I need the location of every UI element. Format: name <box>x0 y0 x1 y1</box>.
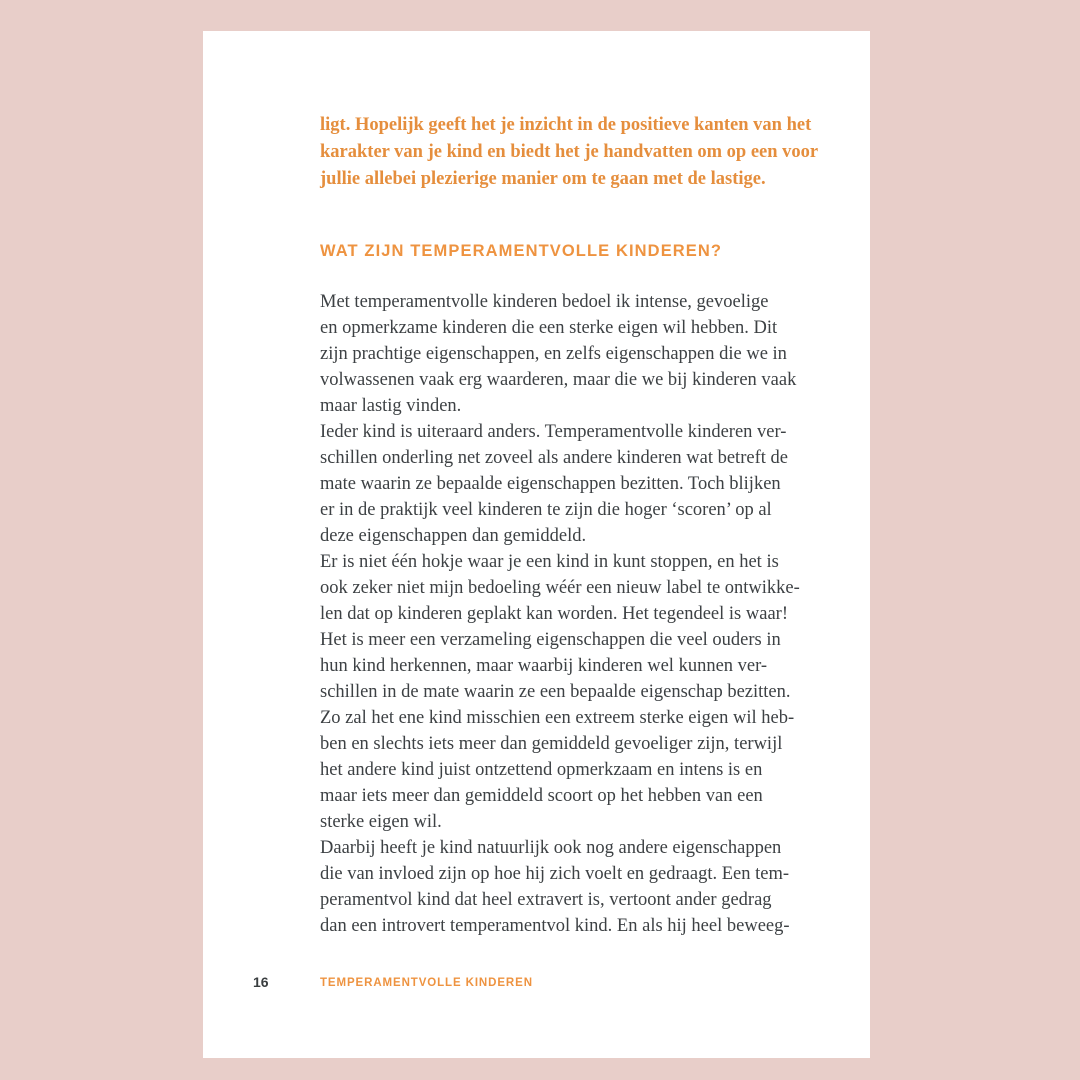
text-line: Met temperamentvolle kinderen bedoel ik intense, gevoelige <box>320 292 769 312</box>
book-page <box>203 31 870 1058</box>
text-line: volwassenen vaak erg waarderen, maar die we bij kinderen vaak <box>320 370 797 390</box>
page-number: 16 <box>253 974 269 990</box>
text-line: deze eigenschappen dan gemiddeld. <box>320 526 587 546</box>
paragraph <box>320 549 800 835</box>
text-line: er in de praktijk veel kinderen te zijn die hoger ‘scoren’ op al <box>320 500 772 520</box>
text-line: ben en slechts iets meer dan gemiddeld gevoeliger zijn, terwijl <box>320 734 783 754</box>
paragraph <box>320 835 790 939</box>
text-line: zijn prachtige eigenschappen, en zelfs eigenschappen die we in <box>320 344 787 364</box>
running-title: TEMPERAMENTVOLLE KINDEREN <box>320 977 533 989</box>
text-line: Ieder kind is uiteraard anders. Temperamentvolle kinderen ver- <box>320 422 787 442</box>
text-line: Er is niet één hokje waar je een kind in kunt stoppen, en het is <box>320 552 779 572</box>
text-line: jullie allebei plezierige manier om te gaan met de lastige. <box>320 169 766 189</box>
body-text <box>320 289 800 939</box>
text-line: dan een introvert temperamentvol kind. En als hij heel beweeg- <box>320 916 790 936</box>
text-line: maar iets meer dan gemiddeld scoort op het hebben van een <box>320 786 763 806</box>
text-line: Het is meer een verzameling eigenschappen die veel ouders in <box>320 630 781 650</box>
text-line: mate waarin ze bepaalde eigenschappen bezitten. Toch blijken <box>320 474 781 494</box>
text-line: hun kind herkennen, maar waarbij kinderen wel kunnen ver- <box>320 656 768 676</box>
text-line: het andere kind juist ontzettend opmerkzaam en intens is en <box>320 760 763 780</box>
text-line: schillen onderling net zoveel als andere kinderen wat betreft de <box>320 448 788 468</box>
text-line: die van invloed zijn op hoe hij zich voelt en gedraagt. Een tem- <box>320 864 790 884</box>
section-heading: WAT ZIJN TEMPERAMENTVOLLE KINDEREN? <box>320 242 723 260</box>
text-line: schillen in de mate waarin ze een bepaalde eigenschap bezitten. <box>320 682 791 702</box>
text-line: ligt. Hopelijk geeft het je inzicht in de positieve kanten van het <box>320 115 812 135</box>
text-line: len dat op kinderen geplakt kan worden. Het tegendeel is waar! <box>320 604 788 624</box>
text-line: maar lastig vinden. <box>320 396 462 416</box>
text-line: peramentvol kind dat heel extravert is, vertoont ander gedrag <box>320 890 772 910</box>
paragraph <box>320 419 790 549</box>
intro-paragraph <box>320 112 819 193</box>
text-line: en opmerkzame kinderen die een sterke eigen wil hebben. Dit <box>320 318 778 338</box>
text-line: Zo zal het ene kind misschien een extreem sterke eigen wil heb- <box>320 708 795 728</box>
paragraph <box>320 289 797 419</box>
text-line: ook zeker niet mijn bedoeling wéér een nieuw label te ontwikke- <box>320 578 800 598</box>
text-line: Daarbij heeft je kind natuurlijk ook nog andere eigenschappen <box>320 838 782 858</box>
text-line: sterke eigen wil. <box>320 812 442 832</box>
text-line: karakter van je kind en biedt het je handvatten om op een voor <box>320 142 819 162</box>
